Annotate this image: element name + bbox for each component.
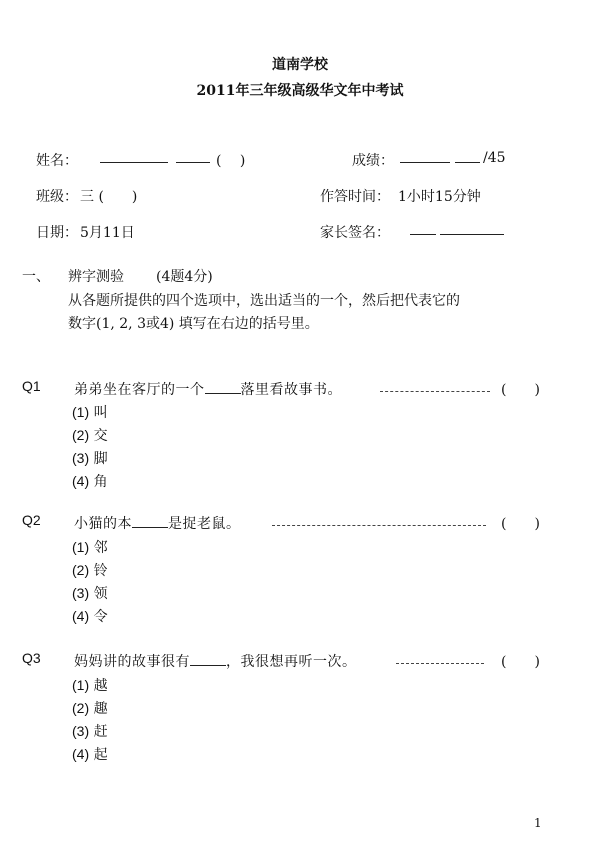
leader-line bbox=[380, 383, 490, 392]
option-char: 令 bbox=[93, 609, 108, 625]
option-number: (1) bbox=[72, 404, 90, 420]
time-value: 1小时15分钟 bbox=[398, 189, 481, 205]
option-char: 角 bbox=[93, 474, 108, 490]
section-instruction-1: 从各题所提供的四个选项中，选出适当的一个，然后把代表它的 bbox=[68, 293, 460, 309]
option-char: 交 bbox=[93, 428, 108, 444]
score-field[interactable] bbox=[400, 148, 450, 163]
parent-signature-field[interactable] bbox=[410, 220, 436, 235]
option-number: (4) bbox=[72, 608, 90, 624]
name-label: 姓名： bbox=[36, 153, 78, 169]
option[interactable] bbox=[72, 606, 108, 626]
option-char: 脚 bbox=[93, 451, 108, 467]
answer-blank[interactable] bbox=[190, 651, 226, 666]
option-number: (1) bbox=[72, 677, 90, 693]
answer-blank[interactable] bbox=[132, 513, 168, 528]
option-number: (2) bbox=[72, 700, 90, 716]
time-label: 作答时间： bbox=[320, 189, 390, 205]
option[interactable] bbox=[72, 675, 108, 695]
score-total: /45 bbox=[483, 150, 506, 166]
option-char: 领 bbox=[93, 586, 108, 602]
section-instruction-2: 数字(1, 2, 3或4) 填写在右边的括号里。 bbox=[68, 316, 319, 332]
option-number: (3) bbox=[72, 723, 90, 739]
option[interactable] bbox=[72, 744, 108, 764]
option-char: 叫 bbox=[93, 405, 108, 421]
exam-title: 2011年三年级高级华文年中考试 bbox=[196, 83, 404, 99]
name-field[interactable] bbox=[100, 148, 168, 163]
option-number: (3) bbox=[72, 450, 90, 466]
question-label: Q2 bbox=[22, 512, 41, 528]
option[interactable] bbox=[72, 471, 108, 491]
leader-line bbox=[272, 517, 486, 526]
question-label: Q3 bbox=[22, 650, 41, 666]
date-value: 5月11日 bbox=[80, 225, 135, 241]
question-text-before: 妈妈讲的故事很有 bbox=[74, 654, 190, 670]
option[interactable] bbox=[72, 448, 108, 468]
option-number: (1) bbox=[72, 539, 90, 555]
option-number: (2) bbox=[72, 427, 90, 443]
option[interactable] bbox=[72, 698, 108, 718]
option-number: (3) bbox=[72, 585, 90, 601]
name-field-extra[interactable] bbox=[176, 148, 210, 163]
section-points: (4题4分) bbox=[156, 269, 213, 285]
answer-paren[interactable]: ( ) bbox=[501, 654, 540, 670]
question-text-after: 是捉老鼠。 bbox=[168, 516, 241, 532]
option-char: 趣 bbox=[93, 701, 108, 717]
option[interactable] bbox=[72, 537, 108, 557]
question-text bbox=[74, 513, 241, 533]
score-label: 成绩： bbox=[352, 153, 394, 169]
name-number-paren[interactable]: ( ) bbox=[216, 153, 246, 169]
class-value[interactable]: 三 ( ) bbox=[80, 189, 138, 205]
option-number: (4) bbox=[72, 746, 90, 762]
option[interactable] bbox=[72, 721, 108, 741]
school-name: 道南学校 bbox=[272, 57, 328, 73]
answer-blank[interactable] bbox=[205, 379, 241, 394]
option-char: 起 bbox=[93, 747, 108, 763]
option[interactable] bbox=[72, 402, 108, 422]
question-text-after: 落里看故事书。 bbox=[240, 382, 342, 398]
leader-line bbox=[396, 655, 484, 664]
option-number: (2) bbox=[72, 562, 90, 578]
page-number: 1 bbox=[534, 816, 542, 830]
answer-paren[interactable]: ( ) bbox=[501, 382, 540, 398]
class-label: 班级： bbox=[36, 189, 78, 205]
answer-paren[interactable]: ( ) bbox=[501, 516, 540, 532]
option-char: 赶 bbox=[93, 724, 108, 740]
section-title: 辨字测验 bbox=[68, 269, 124, 285]
option-number: (4) bbox=[72, 473, 90, 489]
option[interactable] bbox=[72, 583, 108, 603]
parent-signature-label: 家长签名： bbox=[320, 225, 390, 241]
option-char: 邻 bbox=[93, 540, 108, 556]
question-text-before: 小猫的本 bbox=[74, 516, 132, 532]
parent-signature-field-extra[interactable] bbox=[440, 220, 504, 235]
date-label: 日期： bbox=[36, 225, 78, 241]
option-char: 越 bbox=[93, 678, 108, 694]
question-text bbox=[74, 651, 357, 671]
score-field-extra[interactable] bbox=[455, 148, 480, 163]
question-text-before: 弟弟坐在客厅的一个 bbox=[74, 382, 205, 398]
option[interactable] bbox=[72, 560, 108, 580]
option-char: 铃 bbox=[93, 563, 108, 579]
question-text-after: ，我很想再听一次。 bbox=[226, 654, 357, 670]
question-text bbox=[74, 379, 342, 399]
option[interactable] bbox=[72, 425, 108, 445]
section-number: 一、 bbox=[22, 269, 50, 285]
question-label: Q1 bbox=[22, 378, 41, 394]
